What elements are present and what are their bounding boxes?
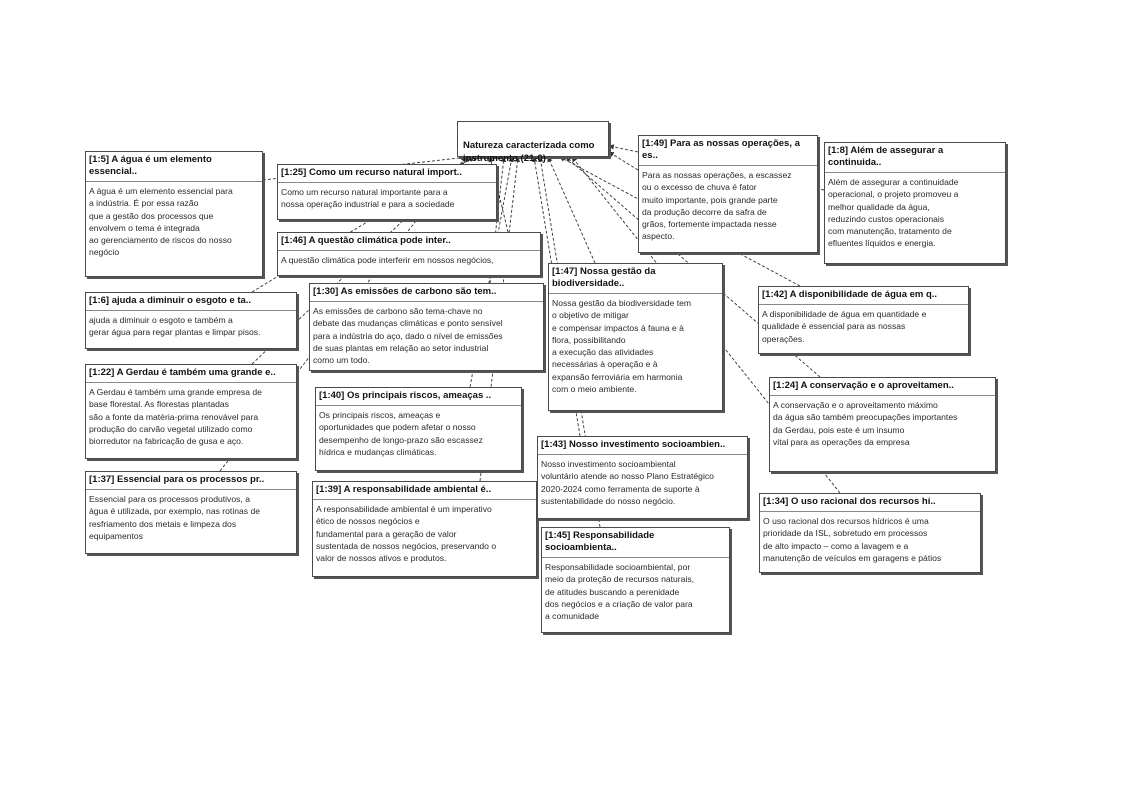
quotation-text: A responsabilidade ambiental é um imperativo ético de nossos negócios e fundamental para a geração de valor sustentada de nossos negócios, preservando o valor de nossos ativos e produtos. bbox=[316, 504, 497, 564]
quotation-text: As emissões de carbono são tema-chave no debate das mudanças climáticas e ponto sensível para a indústria do aço, dado o nível de emissões de suas plantas em relação ao setor industrial como um todo. bbox=[313, 306, 503, 366]
quotation-title: [1:49] Para as nossas operações, a es.. bbox=[639, 136, 817, 166]
quotation-text: A questão climática pode interferir em nossos negócios, bbox=[281, 255, 494, 265]
quotation-text: A conservação e o aproveitamento máximo da água são também preocupações importantes da Gerdau, pois este é um insumo vital para as operações da empresa bbox=[773, 400, 958, 447]
quotation-text: Para as nossas operações, a escassez ou o excesso de chuva é fator muito importante, pois grande parte da produção decorre da safra de grãos, fortemente impactada nesse aspecto. bbox=[642, 170, 792, 242]
link-n10-to-center bbox=[609, 152, 638, 170]
quotation-text: Os principais riscos, ameaças e oportunidades que podem afetar o nosso desempenho de longo-prazo são escassez hídrica e mudanças climáticas. bbox=[319, 410, 483, 457]
quotation-node-1-42[interactable] bbox=[758, 286, 969, 354]
quotation-node-1-8[interactable] bbox=[824, 142, 1006, 264]
quotation-node-1-40[interactable] bbox=[315, 387, 522, 471]
quotation-node-1-49[interactable] bbox=[638, 135, 818, 253]
quotation-node-1-5[interactable] bbox=[85, 151, 263, 277]
quotation-text: O uso racional dos recursos hídricos é uma prioridade da ISL, sobretudo em processos de alto impacto – como a lavagem e a manutenção de veículos em garagens e pátios bbox=[763, 516, 942, 563]
quotation-node-1-34[interactable] bbox=[759, 493, 981, 573]
quotation-text: Como um recurso natural importante para a nossa operação industrial e para a sociedade bbox=[281, 187, 455, 210]
quotation-title: [1:5] A água é um elemento essencial.. bbox=[86, 152, 262, 182]
quotation-title: [1:39] A responsabilidade ambiental é.. bbox=[313, 482, 536, 500]
quotation-title: [1:42] A disponibilidade de água em q.. bbox=[759, 287, 968, 305]
quotation-title: [1:25] Como um recurso natural import.. bbox=[278, 165, 496, 183]
quotation-title: [1:37] Essencial para os processos pr.. bbox=[86, 472, 296, 490]
center-node[interactable] bbox=[457, 121, 609, 164]
quotation-node-1-39[interactable] bbox=[312, 481, 537, 577]
quotation-text: Nossa gestão da biodiversidade tem o objetivo de mitigar e compensar impactos à fauna e à flora, possibilitando a execução das atividades necessárias à operação e à expansão ferroviária em harmonia com o meio ambiente. bbox=[552, 298, 692, 395]
quotation-title: [1:6] ajuda a diminuir o esgoto e ta.. bbox=[86, 293, 296, 311]
quotation-text: ajuda a diminuir o esgoto e também a gerar água para regar plantas e limpar pisos. bbox=[89, 315, 261, 338]
quotation-title: [1:45] Responsabilidade socioambienta.. bbox=[542, 528, 729, 558]
quotation-node-1-43[interactable] bbox=[537, 436, 748, 519]
quotation-text: Responsabilidade socioambiental, por meio da proteção de recursos naturais, de atitudes buscando a perenidade dos negócios e a criação de valor para a comunidade bbox=[545, 562, 695, 622]
quotation-node-1-25[interactable] bbox=[277, 164, 497, 220]
quotation-text: Nosso investimento socioambiental voluntário atende ao nosso Plano Estratégico 2020-2024 como ferramenta de suporte à sustentabilidade do nosso negócio. bbox=[541, 459, 714, 506]
quotation-node-1-6[interactable] bbox=[85, 292, 297, 349]
quotation-title: [1:30] As emissões de carbono são tem.. bbox=[310, 284, 543, 302]
quotation-node-1-22[interactable] bbox=[85, 364, 297, 459]
quotation-text: Essencial para os processos produtivos, a água é utilizada, por exemplo, nas rotinas de resfriamento dos metais e limpeza dos equipamentos bbox=[89, 494, 261, 541]
quotation-node-1-47[interactable] bbox=[548, 263, 723, 411]
quotation-text: A água é um elemento essencial para a indústria. É por essa razão que a gestão dos processos que envolvem o tema é integrada ao gerenciamento de riscos do nosso negócio bbox=[89, 186, 233, 258]
quotation-title: [1:40] Os principais riscos, ameaças .. bbox=[316, 388, 521, 406]
quotation-title: [1:22] A Gerdau é também uma grande e.. bbox=[86, 365, 296, 383]
quotation-node-1-45[interactable] bbox=[541, 527, 730, 633]
quotation-node-1-46[interactable] bbox=[277, 232, 541, 276]
quotation-node-1-24[interactable] bbox=[769, 377, 996, 472]
quotation-title: [1:24] A conservação e o aproveitamen.. bbox=[770, 378, 995, 396]
quotation-node-1-30[interactable] bbox=[309, 283, 544, 371]
quotation-text: Além de assegurar a continuidade operacional, o projeto promoveu a melhor qualidade da água, reduzindo custos operacionais com manutenção, tratamento de efluentes líquidos e energia. bbox=[828, 177, 959, 249]
quotation-title: [1:43] Nosso investimento socioambien.. bbox=[538, 437, 747, 455]
quotation-title: [1:8] Além de assegurar a continuida.. bbox=[825, 143, 1005, 173]
link-n12-to-center bbox=[548, 157, 595, 263]
quotation-text: A Gerdau é também uma grande empresa de base florestal. As florestas plantadas são a fonte da matéria-prima renovável para produção do carvão vegetal utilizado como biorredutor na fabricação de gusa e aço. bbox=[89, 387, 262, 447]
center-node-label: Natureza caracterizada como instrumento (21-0) bbox=[463, 140, 595, 164]
quotation-node-1-37[interactable] bbox=[85, 471, 297, 554]
quotation-title: [1:34] O uso racional dos recursos hí.. bbox=[760, 494, 980, 512]
quotation-title: [1:47] Nossa gestão da biodiversidade.. bbox=[549, 264, 722, 294]
quotation-title: [1:46] A questão climática pode inter.. bbox=[278, 233, 540, 251]
quotation-text: A disponibilidade de água em quantidade e qualidade é essencial para as nossas operações. bbox=[762, 309, 927, 344]
